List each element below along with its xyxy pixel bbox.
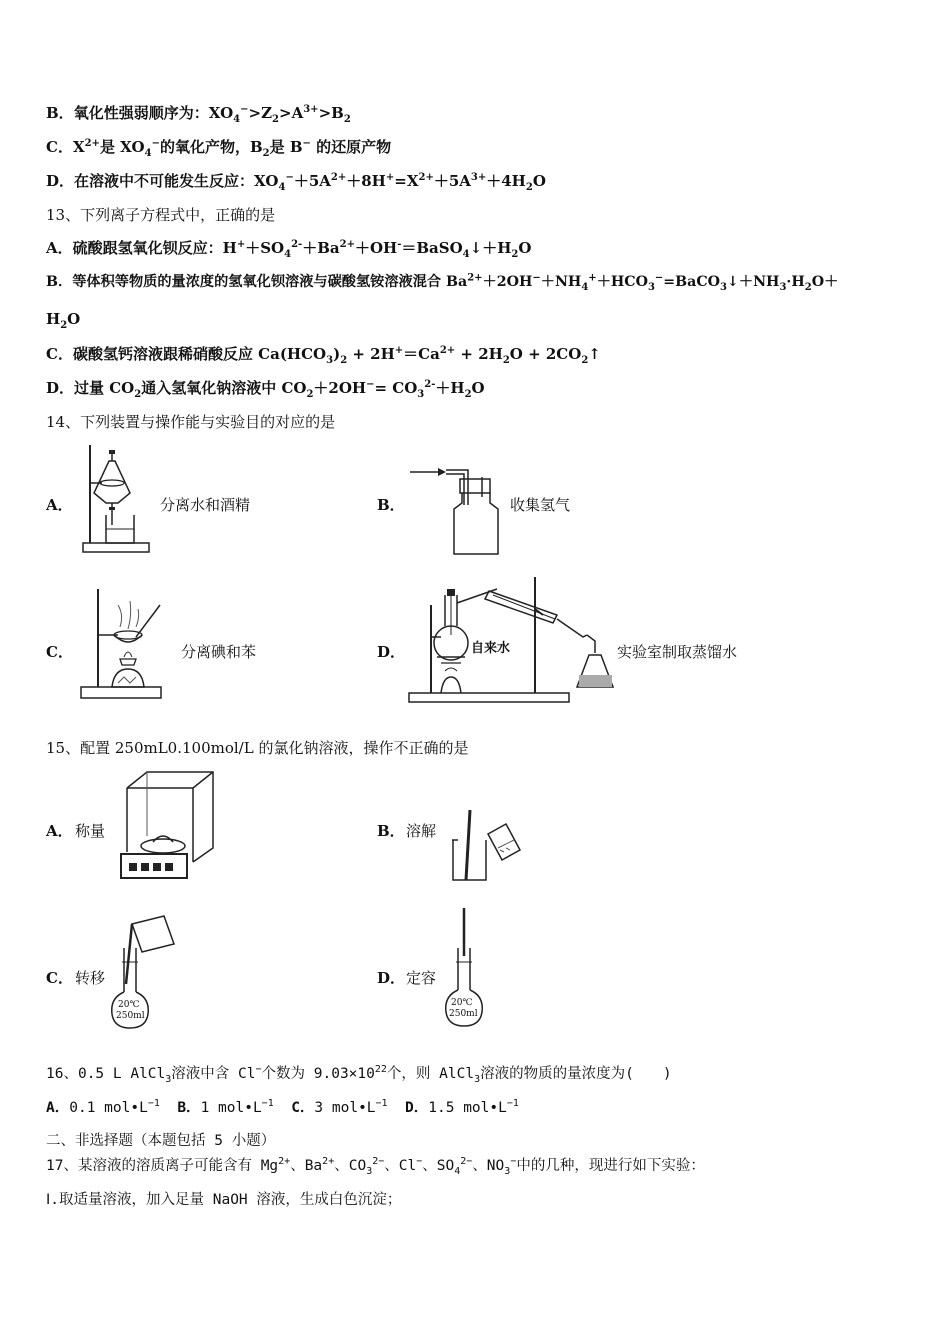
q12-option-d: D．在溶液中不可能发生反应：$XO_4^-+5A^{2+}+8H^+=X^{2+}+5A^{3+}+4H_2O$ <box>46 172 546 193</box>
distillation-apparatus-figure <box>407 575 617 709</box>
section-title: 二、非选择题（本题包括 5 小题） <box>46 1133 276 1149</box>
q15-caption-a: 称量 <box>75 822 106 840</box>
q13-option-b: B．等体积等物质的量浓度的氢氧化钡溶液与碳酸氢铵溶液混合 $Ba^{2+}+2OH^-+NH_4^++HCO_3^-=BaCO_3↓+NH_3\cdot H_2O+$ <box>46 272 839 293</box>
flask-volume-label: 250ml <box>116 1011 145 1021</box>
analytical-balance-figure <box>117 770 217 886</box>
tap-water-label: 自来水 <box>471 641 511 656</box>
gas-collection-bottle-figure <box>408 465 503 561</box>
q14-caption-c: 分离碘和苯 <box>181 643 257 661</box>
q15-stem: 15、配置 250mL0.100mol/L 的氯化钠溶液，操作不正确的是 <box>46 739 469 757</box>
q13-option-b-cont: $H_2O$ <box>46 310 81 331</box>
volume-fixing-flask-figure <box>444 906 488 1034</box>
q15-caption-b: 溶解 <box>406 822 437 840</box>
q15-label-d: D． <box>377 969 406 987</box>
q12-option-b: B．氧化性强弱顺序为：$XO_4^->Z_2>A^{3+}>B_2$ <box>46 104 351 125</box>
q14-caption-d: 实验室制取蒸馏水 <box>617 643 738 661</box>
transfer-flask-figure <box>110 914 182 1034</box>
flask-temp-label: 20℃ <box>118 1000 140 1010</box>
q15-caption-c: 转移 <box>75 969 106 987</box>
q17-step1: Ⅰ.取适量溶液，加入足量 NaOH 溶液，生成白色沉淀； <box>46 1192 402 1208</box>
q15-caption-d: 定容 <box>406 969 437 987</box>
q14-label-a: A． <box>46 496 73 514</box>
q14-caption-b: 收集氢气 <box>510 496 571 514</box>
q14-label-b: B． <box>377 496 405 514</box>
q16-stem: 16、0.5 L AlCl$_3$溶液中含 Cl−个数为 $9.03\times 10^{22}$个，则 AlCl$_3$溶液的物质的量浓度为( ) <box>46 1064 672 1085</box>
q14-label-d: D． <box>377 643 406 661</box>
q13-option-c: C．碳酸氢钙溶液跟稀硝酸反应 $Ca(HCO_3)_2 + 2H^+=Ca^{2+} + 2H_2O$ + $2CO_2↑$ <box>46 345 601 366</box>
q14-stem: 14、下列装置与操作能与实验目的对应的是 <box>46 413 336 431</box>
flask-volume-label: 250ml <box>449 1009 478 1019</box>
q15-label-b: B． <box>377 822 405 840</box>
q12-option-c: C．$X^{2+}$是 $XO_4^-$的氧化产物，$B_2$是 B− 的还原产物 <box>46 138 392 159</box>
q16-options: A．0.1 $mol•L^{-1}$ B．1 $mol•L^{-1}$ C．3 $mol•L^{-1}$ D．1.5 $mol•L^{-1}$ <box>46 1098 519 1116</box>
q13-stem: 13、下列离子方程式中，正确的是 <box>46 206 276 224</box>
q14-label-c: C． <box>46 643 73 661</box>
flask-temp-label: 20℃ <box>451 998 473 1008</box>
q13-option-d: D．过量 $CO_2$通入氢氧化钠溶液中 $CO_2+2OH^-= CO_3^{2-}+H_2O$ <box>46 379 485 400</box>
q15-label-c: C． <box>46 969 73 987</box>
dissolving-beaker-figure <box>450 806 525 888</box>
separatory-funnel-figure <box>78 443 153 559</box>
q14-caption-a: 分离水和酒精 <box>160 496 251 514</box>
q15-label-a: A． <box>46 822 73 840</box>
q13-option-a: A．硫酸跟氢氧化钡反应：$H^++SO_4^{2-}+Ba^{2+}+OH^-=BaSO_4↓+H_2O$ <box>46 239 532 260</box>
q17-stem: 17、某溶液的溶质离子可能含有 $Mg^{2+}$、$Ba^{2+}$、$CO_3^{2-}$、Cl−、$SO_4^{2-}$、$NO_3^-$中的几种，现进行如下实验： <box>46 1156 705 1177</box>
evaporation-stand-figure <box>78 587 168 706</box>
